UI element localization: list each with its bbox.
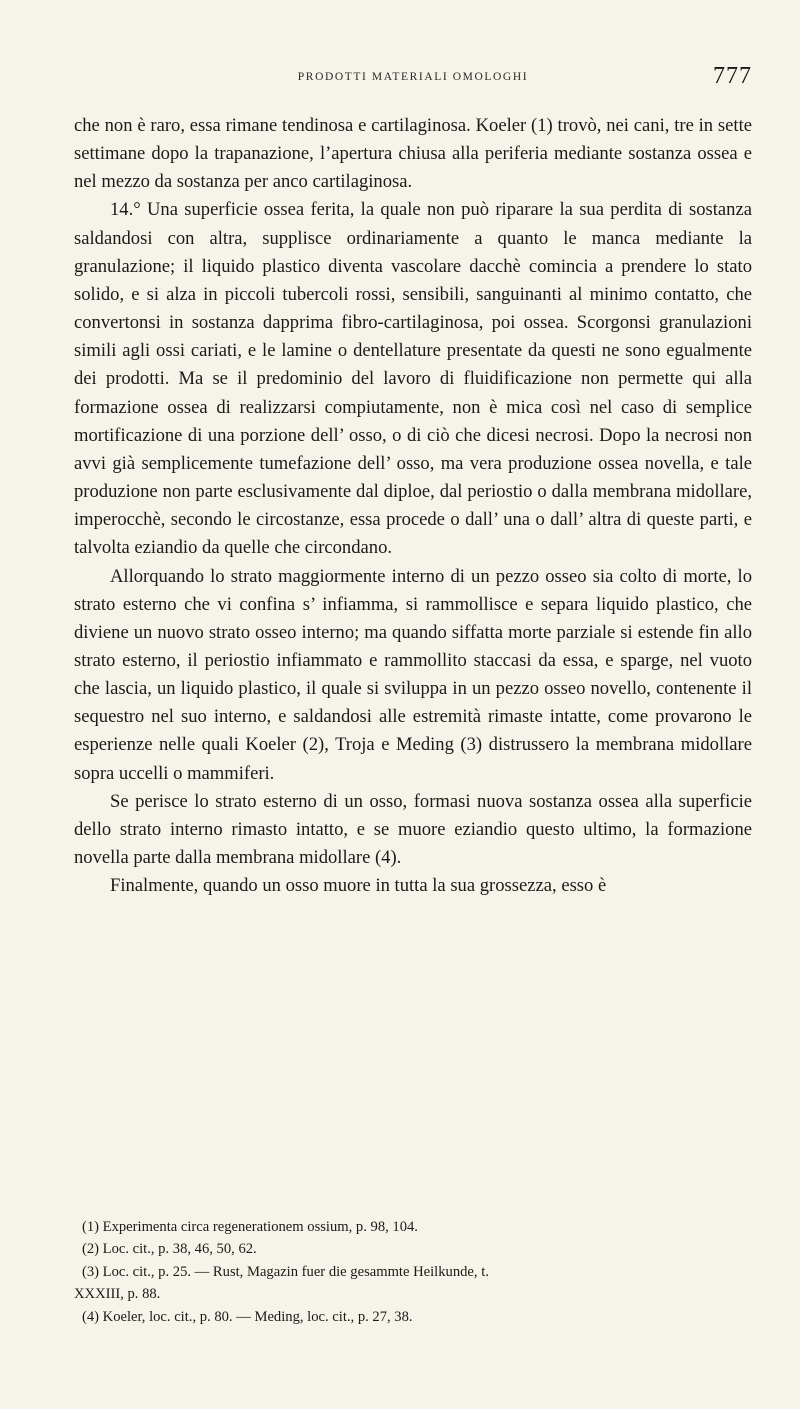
footnote-3: (3) Loc. cit., p. 25. — Rust, Magazin fuer die gesammte Heilkunde, t.: [82, 1263, 489, 1280]
running-title: PRODOTTI MATERIALI OMOLOGHI: [297, 71, 529, 83]
paragraph-final: Finalmente, quando un osso muore in tutta la sua grossezza, esso è: [110, 875, 607, 897]
footnote-2: (2) Loc. cit., p. 38, 46, 50, 62.: [82, 1241, 257, 1258]
footnote-4: (4) Koeler, loc. cit., p. 80. — Meding, loc. cit., p. 27, 38.: [82, 1308, 413, 1325]
running-head: [74, 60, 752, 94]
paragraph-section-14: 14.° Una superficie ossea ferita, la quale non può riparare la sua perdita di sostanza saldandosi con altra, supplisce ordinariamente a quanto le manca mediante la granulazione; il liquido plastico diventa vascolare dacchè comincia a prendere lo stato solido, e si alza in piccoli tubercoli rossi, sensibili, sanguinanti al minimo contatto, che convertonsi in sostanza dapprima fibro-cartilaginosa, poi ossea. Scorgonsi granulazioni simili agli ossi cariati, e le lamine o dentellature presentate da questi ne sono egualmente dei prodotti. Ma se il predominio del lavoro di fluidificazione non permette qui alla formazione ossea di realizzarsi compiutamente, non è mica così nel caso di semplice mortificazione di una porzione dell’ osso, o di ciò che dicesi necrosi. Dopo la necrosi non avvi già semplicemente tumefazione dell’ osso, ma vera produzione ossea novella, e tale produzione non parte esclusivamente dal diploe, dal periostio o dalla membrana midollare, imperocchè, secondo le circostanze, essa procede o dall’ una o dall’ altra di queste parti, e talvolta eziandio da quelle che circondano.: [74, 199, 752, 559]
body-text: [74, 112, 752, 900]
paragraph-external-layer: Se perisce lo strato esterno di un osso, formasi nuova sostanza ossea alla superficie dello strato interno rimasto intatto, e se muore eziandio questo ultimo, la formazione novella parte dalla membrana midollare (4).: [74, 790, 752, 869]
paragraph-internal-layer: Allorquando lo strato maggiormente interno di un pezzo osseo sia colto di morte, lo strato esterno che vi confina s’ infiamma, si rammollisce e separa liquido plastico, che diviene un nuovo strato osseo interno; ma quando siffatta morte parziale si estende fin allo strato esterno, il periostio infiammato e rammollito staccasi da essa, e sparge, nel vuoto che lascia, un liquido plastico, il quale si sviluppa in un pezzo osseo novello, contenente il sequestro nel suo interno, e saldandosi alle estremità rimaste intatte, come provarono le esperienze nelle quali Koeler (2), Troja e Meding (3) distrussero la membrana midollare sopra uccelli o mammiferi.: [74, 565, 752, 784]
paragraph-continuation: che non è raro, essa rimane tendinosa e cartilaginosa. Koeler (1) trovò, nei cani, tre in sette settimane dopo la trapanazione, l’apertura chiusa alla periferia mediante sostanza ossea e nel mezzo da sostanza per anco cartilaginosa.: [74, 115, 752, 193]
page-number: 777: [713, 63, 752, 89]
footnotes: [74, 1216, 752, 1328]
footnote-3-continued: XXXIII, p. 88.: [74, 1286, 161, 1303]
footnote-1: (1) Experimenta circa regenerationem ossium, p. 98, 104.: [82, 1219, 418, 1235]
